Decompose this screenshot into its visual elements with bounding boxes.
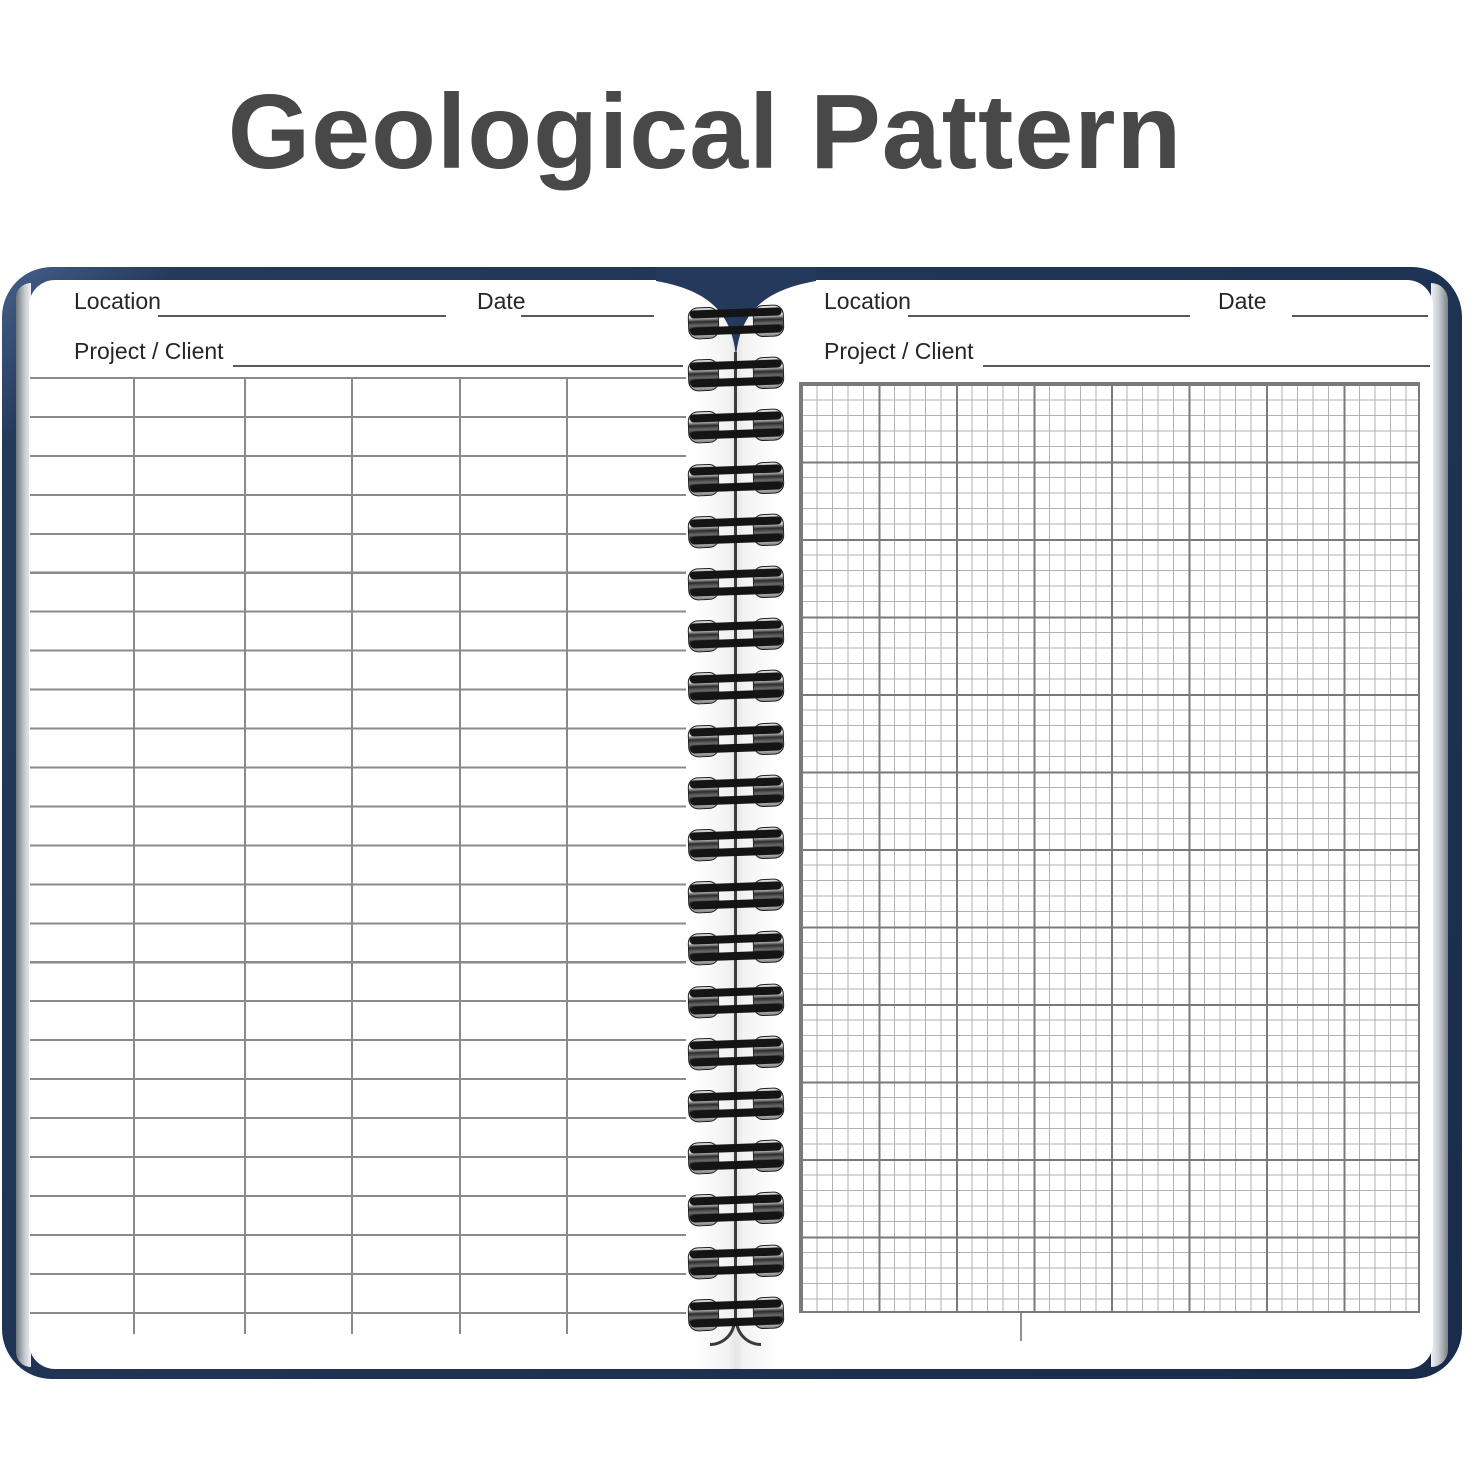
right-project-underline: [983, 365, 1430, 367]
binding-loop: [687, 930, 784, 967]
log-table-column-line: [566, 377, 568, 1334]
binding-loop: [687, 408, 784, 445]
log-table-column-line: [459, 377, 461, 1334]
left-location-underline: [158, 315, 446, 317]
right-location-underline: [908, 315, 1190, 317]
binding-loop: [687, 1191, 784, 1228]
binding-loop: [687, 1243, 784, 1280]
right-location-label: Location: [824, 288, 911, 314]
log-table-column-line: [244, 377, 246, 1334]
binding-loop: [687, 669, 784, 706]
right-project-label: Project / Client: [824, 338, 974, 364]
left-date-underline: [521, 315, 654, 317]
log-table-column-line: [351, 377, 353, 1334]
binding-loop: [687, 1086, 784, 1123]
graph-grid-stub-line: [1020, 1313, 1022, 1341]
binding-loop: [687, 356, 784, 393]
left-project-label: Project / Client: [74, 338, 224, 364]
page-title: Geological Pattern: [227, 73, 1183, 191]
left-date-label: Date: [477, 288, 526, 314]
binding-loop: [687, 303, 784, 340]
page-stack-edge-right: [1431, 283, 1448, 1367]
binding-loop: [687, 1139, 784, 1176]
right-date-underline: [1292, 315, 1428, 317]
binding-loop: [687, 1034, 784, 1071]
log-table: [30, 377, 686, 1314]
binding-loop: [687, 1295, 784, 1332]
graph-grid: [799, 382, 1420, 1313]
log-table-column-line: [133, 377, 135, 1334]
binding-loop: [687, 982, 784, 1019]
binding-loop: [687, 564, 784, 601]
binding-loop: [687, 878, 784, 915]
binding-loop: [687, 773, 784, 810]
binding-loop: [687, 721, 784, 758]
binding-loop: [687, 512, 784, 549]
right-date-label: Date: [1218, 288, 1267, 314]
binding-loop: [687, 825, 784, 862]
left-location-label: Location: [74, 288, 161, 314]
left-project-underline: [233, 365, 683, 367]
binding-loop: [687, 617, 784, 654]
binding-loop: [687, 460, 784, 497]
